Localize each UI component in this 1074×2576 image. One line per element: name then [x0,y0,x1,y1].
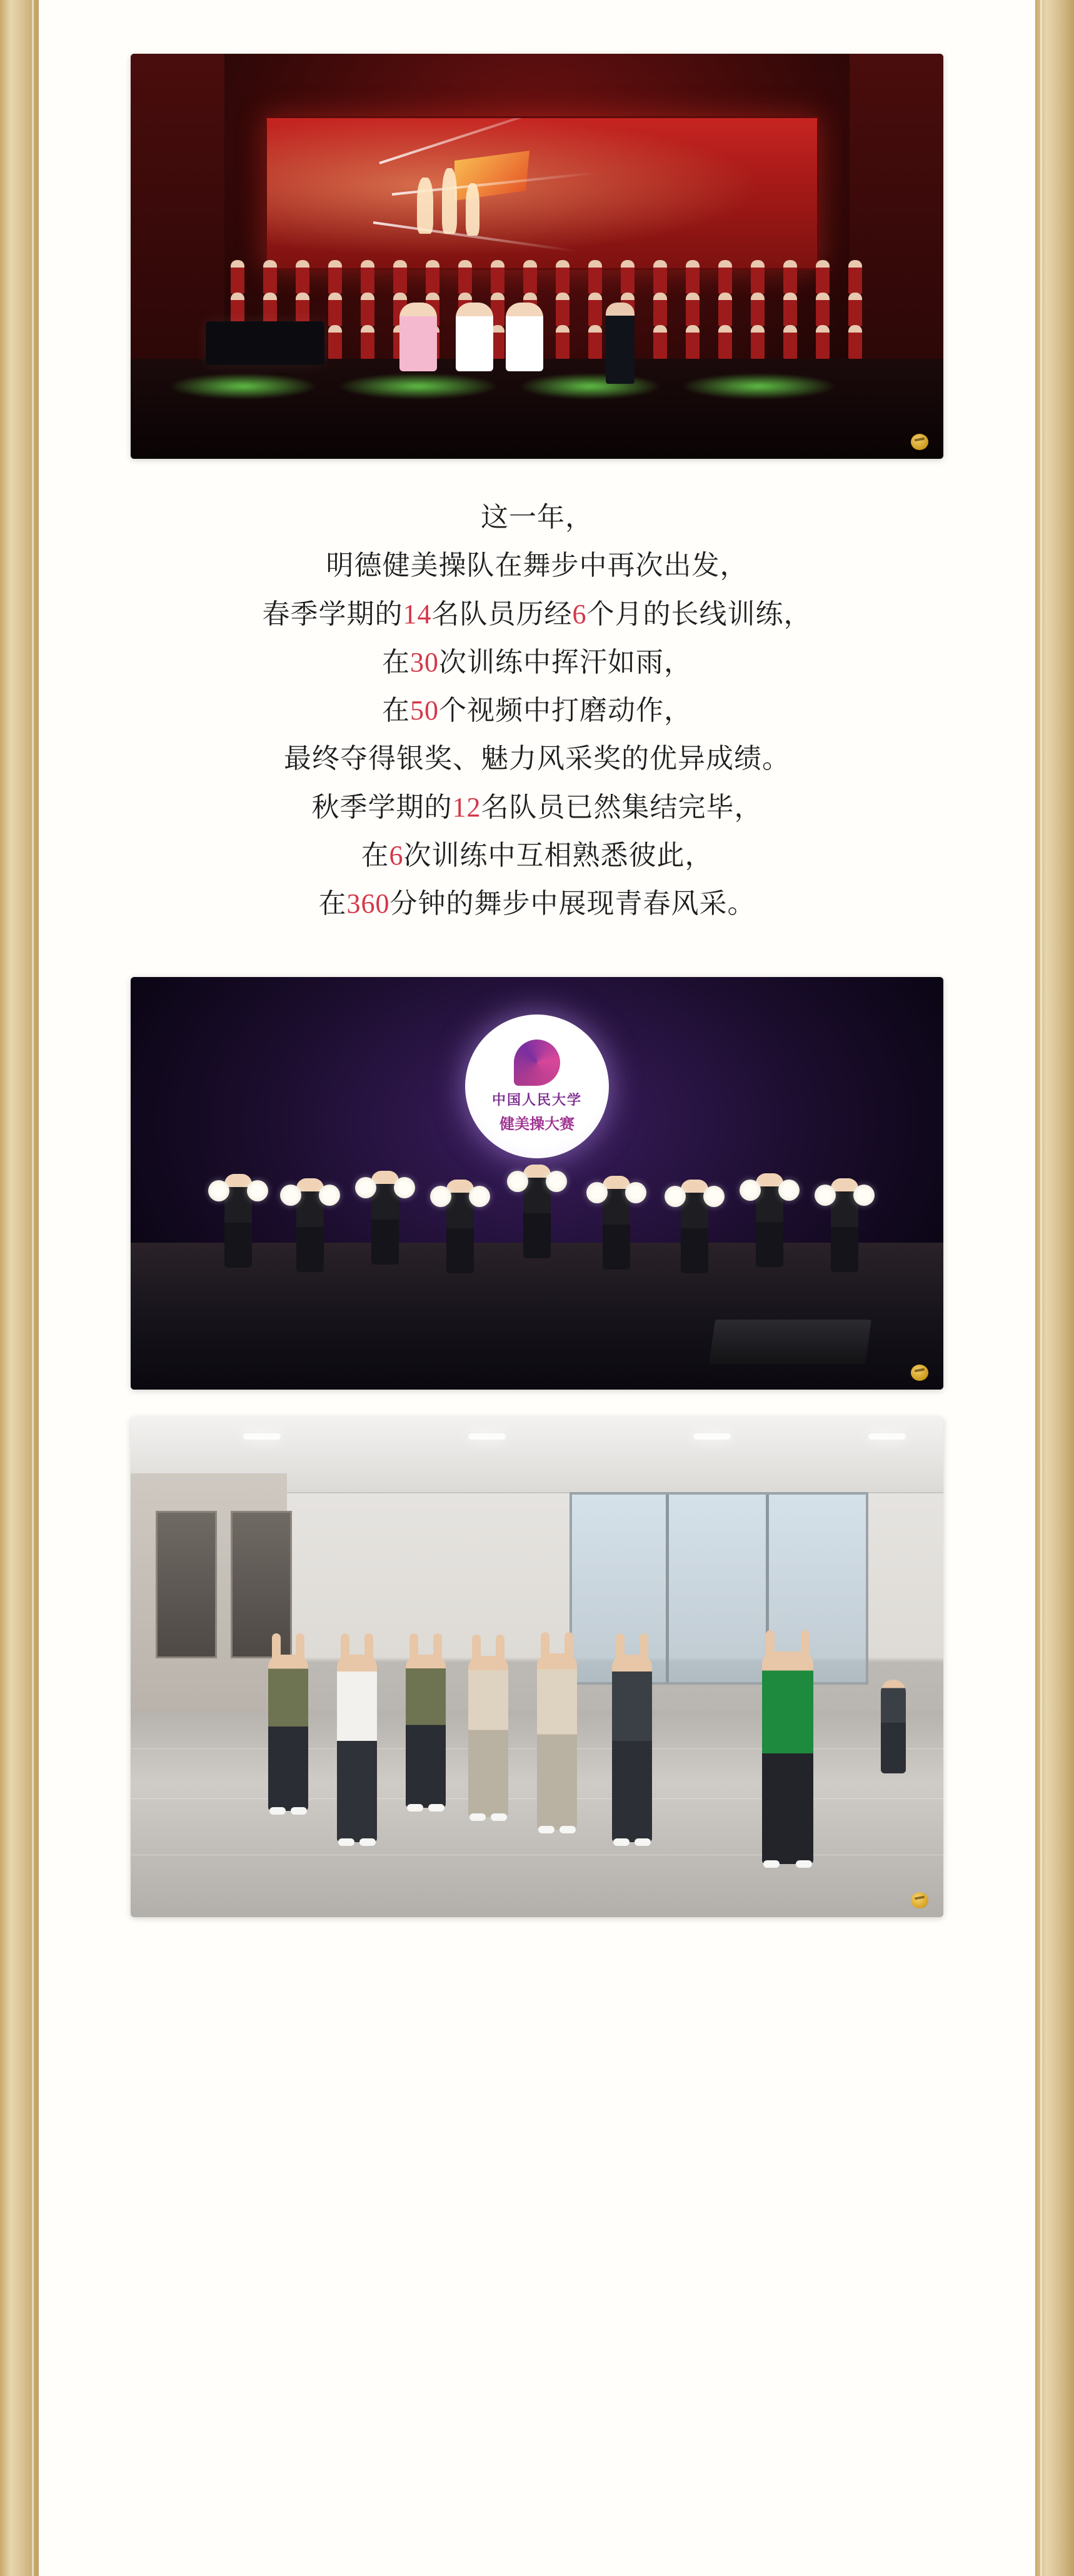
photo-2-wrapper [131,977,943,1390]
logo-line-1: 中国人民大学 [491,1092,582,1108]
shoe [491,1813,507,1821]
trainee [612,1655,652,1842]
shoe [269,1807,286,1815]
shoe [763,1860,780,1868]
text-line-4 [95,640,979,684]
stage-led-screen [265,116,819,270]
choir-row [231,293,862,326]
photo-3-wrapper [131,1417,943,1917]
line3-number-members: 14 [403,598,432,629]
text-line-6: 最终夺得银奖、魅力风采奖的优异成绩。 [284,743,790,774]
bystander [881,1680,906,1773]
soloist-singer [456,303,493,371]
text-line-2: 明德健美操队在舞步中再次出发， [326,550,748,581]
line5-suffix: 个视频中打磨动作， [439,695,692,726]
logo-line-2: 健美操大赛 [499,1116,575,1133]
raised-arm [364,1633,373,1666]
choir-member [653,260,667,294]
trainee-lead [762,1651,813,1864]
choir-member [816,325,830,359]
shoe [538,1826,555,1833]
decorative-border-left [0,0,39,2576]
choir-member [588,325,602,359]
trainee [337,1655,377,1842]
line4-prefix: 在 [382,646,410,678]
corridor-door [156,1511,217,1658]
line7-number: 12 [452,791,481,823]
raised-arm [616,1633,625,1666]
shoe [428,1804,444,1812]
cheerleader [296,1178,324,1272]
screen-figure [417,178,433,234]
line4-suffix: 次训练中挥汗如雨， [439,646,692,678]
shoe [291,1807,307,1815]
line8-number: 6 [389,839,404,871]
choir-member [653,325,667,359]
raised-arm [496,1635,504,1667]
shoe [613,1838,630,1846]
line8-suffix: 次训练中互相熟悉彼此， [403,839,713,871]
choir-member [718,293,732,326]
piano [206,321,324,365]
text-line-5 [95,688,979,733]
cheerleader [371,1171,399,1265]
border-inner-line-right [1040,0,1042,2576]
line8-prefix: 在 [361,839,389,871]
raised-arm [766,1630,775,1663]
photo-chorus-performance [131,54,943,459]
glass-partition [570,1492,868,1685]
line9-suffix: 分钟的舞步中展现青春风采。 [389,888,756,920]
line3-mid: 名队员历经 [431,598,573,629]
stage-light-green [337,373,499,399]
stage-light-green [518,373,662,399]
screen-light-ray [379,116,576,164]
shoe [796,1860,812,1868]
choir-member [556,293,570,326]
choir-member [361,325,374,359]
choir-member [686,325,700,359]
choir-member [588,260,602,294]
logo-mark-icon [514,1040,560,1086]
choir-member [783,260,797,294]
trainee [537,1653,577,1830]
line7-prefix: 秋季学期的 [311,791,453,823]
text-line-8 [95,833,979,878]
choir-member [328,293,342,326]
photo-cheerleading-competition [131,977,943,1390]
text-line-3 [95,592,979,636]
line3-suffix: 个月的长线训练， [586,598,812,629]
raised-arm [801,1630,810,1663]
raised-arm [541,1632,550,1665]
shoe [407,1804,423,1812]
text-line-9 [95,881,979,926]
corridor-door [231,1511,292,1658]
raised-arm [433,1633,442,1666]
choir-member [621,260,635,294]
shoe [469,1813,486,1821]
raised-arm [341,1633,349,1666]
trainee [468,1656,508,1817]
choir-member [816,293,830,326]
raised-arm [409,1633,418,1666]
shoe [635,1838,651,1846]
line5-prefix: 在 [382,695,410,726]
choir-member [296,260,309,294]
choir-member [751,325,765,359]
choir-member [718,260,732,294]
choir-member [458,260,472,294]
trainee [268,1655,308,1811]
stage-light-green [681,373,837,399]
raised-arm [472,1635,481,1667]
choir-member [328,325,342,359]
cheerleader [224,1174,252,1268]
choir-member [491,260,504,294]
cheerleader [756,1173,783,1267]
screen-figure [466,183,479,236]
screen-figure [442,168,457,234]
choir-member [783,293,797,326]
cheerleader [831,1178,858,1272]
cheerleader [603,1176,630,1270]
choir-member [783,325,797,359]
poster-content [39,0,1035,2576]
photo-1-wrapper [131,54,943,459]
trainee [406,1655,446,1808]
ceiling-light [468,1433,506,1440]
cheerleader [523,1165,551,1258]
raised-arm [296,1633,304,1666]
line4-number: 30 [410,646,439,678]
choir-member [848,293,862,326]
choir-member [231,260,244,294]
cheerleader [681,1180,708,1273]
choir-member [848,325,862,359]
stage-light-green [168,373,318,399]
shoe [359,1838,376,1846]
stage-monitor-speaker [709,1320,871,1365]
raised-arm [272,1633,281,1666]
choir-member [751,293,765,326]
line9-prefix: 在 [318,888,347,920]
stage-floor [131,359,943,459]
glass-mullion [666,1495,669,1682]
competition-logo [465,1015,609,1158]
border-inner-line-left [32,0,34,2576]
body-text-block [39,459,1035,955]
choir-row [231,325,862,359]
choir-member [848,260,862,294]
choir-member [328,260,342,294]
stage-floor [131,1243,943,1390]
choir-member [816,260,830,294]
choir-member [263,260,277,294]
choir-member [523,260,537,294]
choir-member [556,325,570,359]
conductor [606,303,635,384]
text-line-1: 这一年， [481,502,593,533]
choir-group [231,260,862,366]
line7-suffix: 名队员已然集结完毕， [481,791,763,823]
raised-arm [640,1633,648,1666]
ceiling-light [243,1433,281,1440]
choir-member [393,260,407,294]
ceiling-light [693,1433,731,1440]
line5-number: 50 [410,695,439,726]
choir-member [426,260,439,294]
screen-flag-graphic [454,151,529,201]
cheerleader [446,1180,474,1273]
choir-row [231,260,862,294]
line3-prefix: 春季学期的 [262,598,403,629]
shoe [338,1838,354,1846]
choir-member [686,293,700,326]
choir-member [361,260,374,294]
watermark-badge-icon [911,434,928,450]
choir-member [718,325,732,359]
choir-member [686,260,700,294]
line3-number-months: 6 [572,598,587,629]
choir-member [361,293,374,326]
line9-number: 360 [346,888,390,920]
choir-member [556,260,570,294]
ceiling-light [868,1433,906,1440]
shoe [560,1826,576,1833]
soloist-singer [506,303,543,371]
photo-rehearsal-training [131,1417,943,1917]
raised-arm [565,1632,573,1665]
choir-member [653,293,667,326]
soloist-singer [399,303,437,371]
choir-member [751,260,765,294]
decorative-border-right [1035,0,1074,2576]
choir-member [588,293,602,326]
text-line-7 [95,785,979,829]
